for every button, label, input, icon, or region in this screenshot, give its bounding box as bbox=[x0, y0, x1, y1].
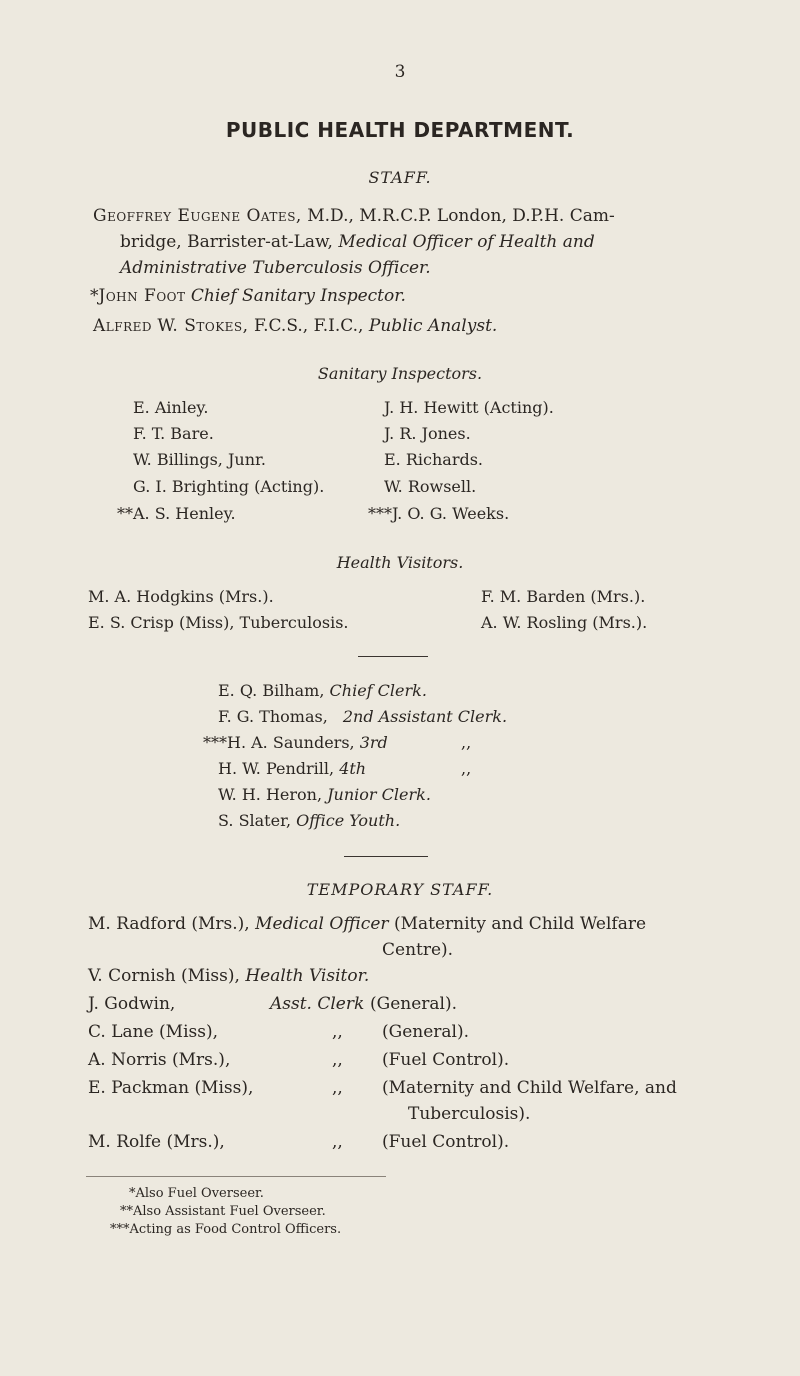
inspector-left: W. Billings, Junr. bbox=[133, 450, 266, 469]
clerk-name: F. G. Thomas, bbox=[218, 707, 328, 726]
clerk-row bbox=[218, 707, 507, 726]
inspector-right: E. Richards. bbox=[384, 450, 484, 469]
temp-detail: (General). bbox=[382, 1022, 470, 1042]
temp-role: Health Visitor. bbox=[245, 966, 370, 986]
section-divider bbox=[358, 656, 428, 657]
clerk-role: Junior Clerk. bbox=[327, 785, 431, 804]
inspector-left: E. Ainley. bbox=[133, 398, 209, 417]
officer-stokes-role: Public Analyst. bbox=[368, 316, 498, 336]
temp-role: Medical Officer bbox=[255, 914, 389, 934]
temporary-staff-heading: TEMPORARY STAFF. bbox=[306, 880, 494, 899]
temp-detail-cont: Centre). bbox=[382, 940, 454, 960]
page-number: 3 bbox=[394, 62, 406, 82]
footnote: ***Acting as Food Control Officers. bbox=[110, 1222, 342, 1237]
page-title: PUBLIC HEALTH DEPARTMENT. bbox=[225, 118, 575, 142]
clerk-row bbox=[218, 811, 400, 830]
temp-ditto: ,, bbox=[332, 1022, 343, 1042]
inspector-left: G. I. Brighting (Acting). bbox=[133, 477, 325, 496]
clerk-ditto: ,, bbox=[461, 733, 472, 752]
clerk-ditto: ,, bbox=[461, 759, 472, 778]
temp-detail: (Fuel Control). bbox=[382, 1050, 510, 1070]
temp-name: C. Lane (Miss), bbox=[88, 1022, 219, 1042]
officer-stokes bbox=[93, 316, 497, 336]
clerk-name: E. Q. Bilham, bbox=[218, 681, 325, 700]
temp-detail: (Maternity and Child Welfare, and bbox=[382, 1078, 677, 1098]
temp-detail: (Maternity and Child Welfare bbox=[393, 914, 647, 934]
clerk-role: 4th bbox=[339, 759, 367, 778]
inspector-left: **A. S. Henley. bbox=[117, 504, 236, 523]
health-visitor-left: M. A. Hodgkins (Mrs.). bbox=[88, 587, 274, 606]
temp-name: J. Godwin, bbox=[88, 994, 176, 1014]
clerk-role: Chief Clerk. bbox=[329, 681, 427, 700]
footnote: **Also Assistant Fuel Overseer. bbox=[120, 1204, 326, 1219]
officer-oates-role: Medical Officer of Health and bbox=[338, 232, 595, 252]
officer-stokes-name-rest: W. Stokes, bbox=[157, 316, 249, 336]
officer-oates-bar: bridge, Barrister-at-Law, bbox=[120, 232, 333, 252]
inspector-right: J. R. Jones. bbox=[384, 424, 471, 443]
officer-oates-line2 bbox=[120, 232, 595, 252]
temp-ditto: ,, bbox=[332, 1078, 343, 1098]
temp-name: M. Radford (Mrs.), bbox=[88, 914, 250, 934]
inspector-right: W. Rowsell. bbox=[384, 477, 477, 496]
officer-stokes-name: Alfred bbox=[93, 316, 152, 336]
temp-name: V. Cornish (Miss), bbox=[88, 966, 240, 986]
temp-ditto: ,, bbox=[332, 1132, 343, 1152]
health-visitor-left: E. S. Crisp (Miss), Tuberculosis. bbox=[88, 613, 349, 632]
clerk-name: W. H. Heron, bbox=[218, 785, 323, 804]
clerk-row bbox=[218, 759, 366, 778]
clerk-name: H. W. Pendrill, bbox=[218, 759, 335, 778]
temp-radford bbox=[88, 914, 646, 934]
footnote: *Also Fuel Overseer. bbox=[129, 1186, 264, 1201]
officer-stokes-quals: F.C.S., F.I.C., bbox=[253, 316, 364, 336]
temp-detail: (General). bbox=[370, 994, 458, 1014]
officer-oates-quals: M.D., M.R.C.P. London, D.P.H. Cam- bbox=[307, 206, 615, 226]
officer-oates-role-cont: Administrative Tuberculosis Officer. bbox=[120, 258, 431, 278]
temp-cornish bbox=[88, 966, 369, 986]
health-visitor-right: F. M. Barden (Mrs.). bbox=[481, 587, 646, 606]
sanitary-inspectors-heading: Sanitary Inspectors. bbox=[317, 364, 483, 383]
temp-detail: (Fuel Control). bbox=[382, 1132, 510, 1152]
temp-name: A. Norris (Mrs.), bbox=[88, 1050, 231, 1070]
clerk-name: S. Slater, bbox=[218, 811, 292, 830]
temp-detail-cont: Tuberculosis). bbox=[408, 1104, 531, 1124]
footnote-divider bbox=[86, 1176, 386, 1177]
health-visitor-right: A. W. Rosling (Mrs.). bbox=[481, 613, 648, 632]
section-divider bbox=[344, 856, 428, 857]
officer-foot-role: Chief Sanitary Inspector. bbox=[190, 286, 406, 306]
clerk-row bbox=[218, 681, 427, 700]
temp-name: E. Packman (Miss), bbox=[88, 1078, 254, 1098]
officer-oates-name: Geoffrey Eugene Oates, bbox=[93, 206, 302, 226]
temp-role: Asst. Clerk bbox=[270, 994, 365, 1014]
clerk-role: Office Youth. bbox=[296, 811, 401, 830]
clerk-row bbox=[203, 733, 388, 752]
temp-ditto: ,, bbox=[332, 1050, 343, 1070]
staff-heading: STAFF. bbox=[368, 168, 432, 187]
officer-foot bbox=[90, 286, 406, 306]
officer-foot-marker: * bbox=[90, 286, 99, 306]
health-visitors-heading: Health Visitors. bbox=[336, 553, 464, 572]
clerk-name: ***H. A. Saunders, bbox=[203, 733, 355, 752]
officer-oates-line1 bbox=[93, 206, 615, 226]
officer-foot-name: John Foot bbox=[98, 286, 186, 306]
inspector-right: ***J. O. G. Weeks. bbox=[368, 504, 510, 523]
inspector-left: F. T. Bare. bbox=[133, 424, 214, 443]
clerk-row bbox=[218, 785, 431, 804]
clerk-role: 3rd bbox=[359, 733, 388, 752]
temp-name: M. Rolfe (Mrs.), bbox=[88, 1132, 225, 1152]
clerk-role: 2nd Assistant Clerk. bbox=[342, 707, 508, 726]
inspector-right: J. H. Hewitt (Acting). bbox=[384, 398, 554, 417]
